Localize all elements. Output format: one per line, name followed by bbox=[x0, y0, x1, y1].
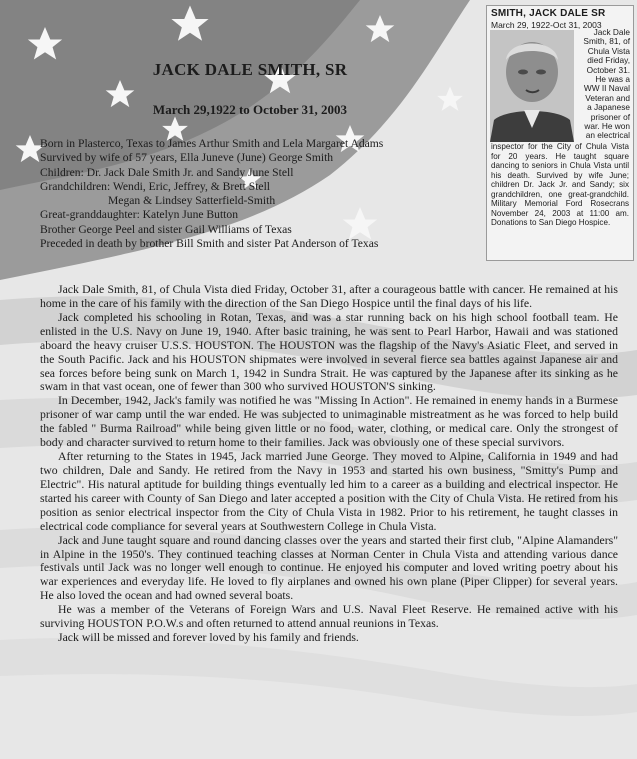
fact-great-granddaughter: Great-granddaughter: Katelyn June Button bbox=[40, 208, 238, 222]
clipping-line: died Friday, bbox=[587, 55, 630, 66]
obituary-dates: March 29,1922 to October 31, 2003 bbox=[152, 102, 348, 117]
paragraph-navy-service: Jack completed his schooling in Rotan, Texas, and was a star running back on his high school football team. He enlisted in the U.S. Navy on June 19, 1940. After basic training, he was sent to Pearl Harbor, Hawaii and was stationed aboard the heavy cruiser U.S.S. HOUSTON. The HOUSTON was the flagship of the Navy's Asiatic Fleet, and served in the South Pacific. Jack and his HOUSTON shipmates were involved in several fierce sea battles against Japanese air and sea forces before being sunk on March 1, 1942 in Sundra Strait. He was captured by the Japanese after its sinking as he swam in that vast ocean, one of fewer than 300 who survived HOUSTON'S sinking. bbox=[40, 310, 618, 394]
clipping-dates: March 29, 1922-Oct 31, 2003 bbox=[491, 20, 602, 30]
fact-preceded-in-death: Preceded in death by brother Bill Smith and sister Pat Anderson of Texas bbox=[40, 237, 379, 251]
fact-grandchildren: Grandchildren: Wendi, Eric, Jeffrey, & Brett Stell bbox=[40, 179, 271, 193]
paragraph-memberships: He was a member of the Veterans of Foreign Wars and U.S. Naval Fleet Reserve. He remained active with his surviving HOUSTON P.O.W.s and often returned to attend annual reunions in Texas. bbox=[40, 603, 618, 631]
obituary-title: JACK DALE SMITH, SR bbox=[152, 60, 348, 79]
clipping-line: WW II Naval bbox=[583, 83, 630, 94]
fact-birth: Born in Plasterco, Texas to James Arthur Smith and Lela Margaret Adams bbox=[40, 137, 384, 150]
paragraph-closing: Jack will be missed and forever loved by his family and friends. bbox=[58, 631, 359, 645]
clipping-line: He was a bbox=[595, 74, 630, 85]
clipping-line: war. He won bbox=[584, 121, 630, 132]
clipping-line: prisoner of bbox=[590, 111, 630, 122]
paragraph-prisoner-of-war: In December, 1942, Jack's family was notified he was "Missing In Action". He remained in enemy hands in a Burmese prisoner of war camp until the war ended. He was subjected to unimaginable mistreatment as he was forced to help build the fabled " Burma Railroad" while being given little or no food, water, clothing, or medical care. Only the strongest of body and character survived to return home to their families. Jack was obviously one of these special survivors. bbox=[40, 394, 618, 450]
fact-grandchildren-continued: Megan & Lindsey Satterfield-Smith bbox=[108, 194, 276, 208]
clipping-line: Jack Dale bbox=[593, 27, 630, 37]
clipping-line: Chula Vista bbox=[587, 45, 630, 56]
paragraph-hobbies: Jack and June taught square and round dancing classes over the years and started their first club, "Alpine Alamanders" in Alpine in the 1950's. They continued teaching classes at Norman Center in Chula Vista and attending various dance festivals until Jack was no longer well enough to continue. He enjoyed his computer and loved writing poetry about his war experiences and everyday life. He loved to fly airplanes and owned his own plane (Piper Clipper) for several years. He also loved the ocean and had owned several boats. bbox=[40, 533, 618, 603]
portrait-photo bbox=[490, 30, 574, 142]
paragraph-death: Jack Dale Smith, 81, of Chula Vista died Friday, October 31, after a courageous battle with cancer. He remained at his home in the care of his family with the direction of the San Diego Hospice until the final days of his life. bbox=[40, 283, 618, 310]
fact-siblings: Brother George Peel and sister Gail Williams of Texas bbox=[40, 222, 292, 236]
paragraph-career: After returning to the States in 1945, Jack married June George. They moved to Alpine, California in 1949 and had two children, Dale and Sandy. He retired from the Navy in 1953 and started his own business, "Smitty's Pump and Electric". His natural aptitude for building things eventually led him to a career as a building and electrical inspector. He started his career with County of San Diego and later accepted a position with the City of Chula Vista. He retired from his position as senior electrical inspector from the City of Chula Vista in 1982. Prior to his retirement, he taught classes in electrical code compliance for several years at Southwestern College in Chula Vista. bbox=[40, 450, 618, 533]
clipping-line: Smith, 81, of bbox=[583, 36, 630, 47]
clipping-line: a Japanese bbox=[587, 102, 630, 113]
clipping-line: an electrical bbox=[585, 130, 630, 141]
fact-children: Children: Dr. Jack Dale Smith Jr. and Sandy June Stell bbox=[40, 165, 294, 179]
clipping-line: October 31. bbox=[586, 64, 630, 75]
obituary-body bbox=[40, 283, 618, 645]
clipping-title: SMITH, JACK DALE SR bbox=[491, 8, 606, 19]
clipping-bottom-text: inspector for the City of Chula Vista for 20 years. He taught square dancing to seniors in Chula Vista until his death. Survived by wife June; children Dr. Jack Jr. and Sandy; six grandchildren, one great-grandchild. Military Memorial Ford Rosecrans November 24, 2003 at 11:00 am. Donations to San Diego Hospice. bbox=[491, 142, 629, 227]
clipping-side-column bbox=[576, 28, 630, 141]
newspaper-clipping bbox=[486, 5, 634, 261]
clipping-line: Veteran and bbox=[585, 92, 630, 103]
family-facts bbox=[40, 137, 490, 251]
fact-spouse: Survived by wife of 57 years, Ella Juneve (June) George Smith bbox=[40, 151, 334, 165]
